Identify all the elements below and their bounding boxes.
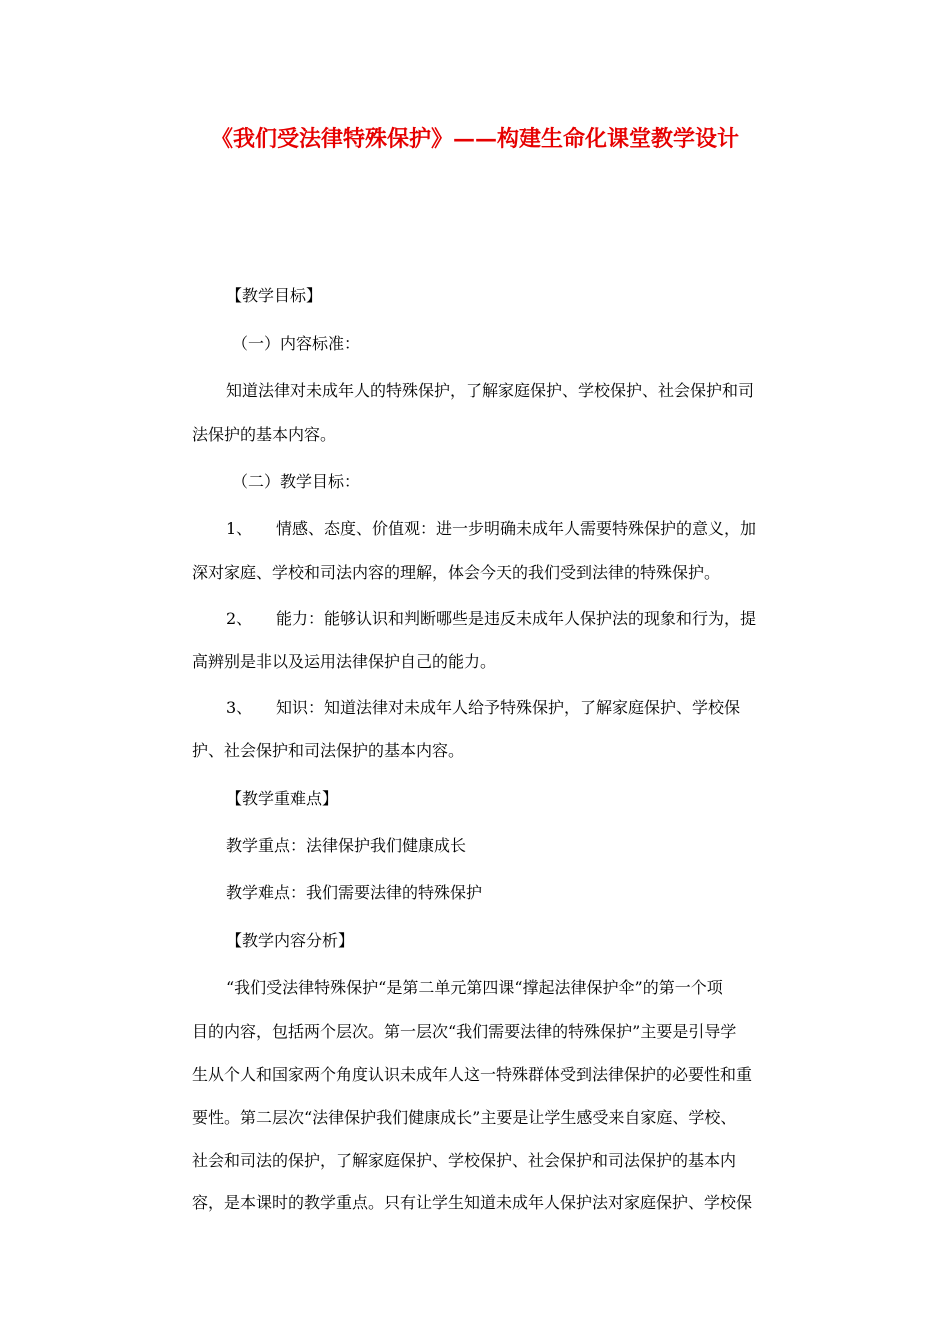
key-point: 教学重点：法律保护我们健康成长 [226,836,467,855]
goal-2-line-2: 高辨别是非以及运用法律保护自己的能力。 [192,652,497,671]
objectives-heading: 【教学目标】 [226,286,323,305]
analysis-line-6: 容，是本课时的教学重点。只有让学生知道未成年人保护法对家庭保护、学校保 [192,1193,753,1212]
goal-1-line-1: 情感、态度、价值观：进一步明确未成年人需要特殊保护的意义，加 [276,519,757,538]
goal-3-line-1: 知识：知道法律对未成年人给予特殊保护，了解家庭保护、学校保 [276,698,741,717]
key-points-heading: 【教学重难点】 [226,789,339,808]
goal-3-number: 3、 [226,698,253,717]
goal-2-number: 2、 [226,609,253,628]
analysis-heading: 【教学内容分析】 [226,931,355,950]
difficult-point: 教学难点：我们需要法律的特殊保护 [226,883,483,902]
content-standard-line-1: 知道法律对未成年人的特殊保护，了解家庭保护、学校保护、社会保护和司 [226,381,755,400]
goal-1-line-2: 深对家庭、学校和司法内容的理解，体会今天的我们受到法律的特殊保护。 [192,563,721,582]
content-standard-line-2: 法保护的基本内容。 [192,425,337,444]
goal-1-number: 1、 [226,519,253,538]
analysis-line-4: 要性。第二层次“法律保护我们健康成长”主要是让学生感受来自家庭、学校、 [192,1108,737,1127]
analysis-line-5: 社会和司法的保护，了解家庭保护、学校保护、社会保护和司法保护的基本内 [192,1151,737,1170]
teaching-goals-heading: （二）教学目标： [232,472,361,491]
analysis-line-1: “我们受法律特殊保护“是第二单元第四课“撑起法律保护伞”的第一个项 [226,978,723,997]
analysis-line-3: 生从个人和国家两个角度认识未成年人这一特殊群体受到法律保护的必要性和重 [192,1065,753,1084]
document-title: 《我们受法律特殊保护》——构建生命化课堂教学设计 [210,126,739,152]
goal-2-line-1: 能力：能够认识和判断哪些是违反未成年人保护法的现象和行为，提 [276,609,757,628]
content-standard-heading: （一）内容标准： [232,334,361,353]
analysis-line-2: 目的内容，包括两个层次。第一层次“我们需要法律的特殊保护”主要是引导学 [192,1022,737,1041]
goal-3-line-2: 护、社会保护和司法保护的基本内容。 [192,741,465,760]
